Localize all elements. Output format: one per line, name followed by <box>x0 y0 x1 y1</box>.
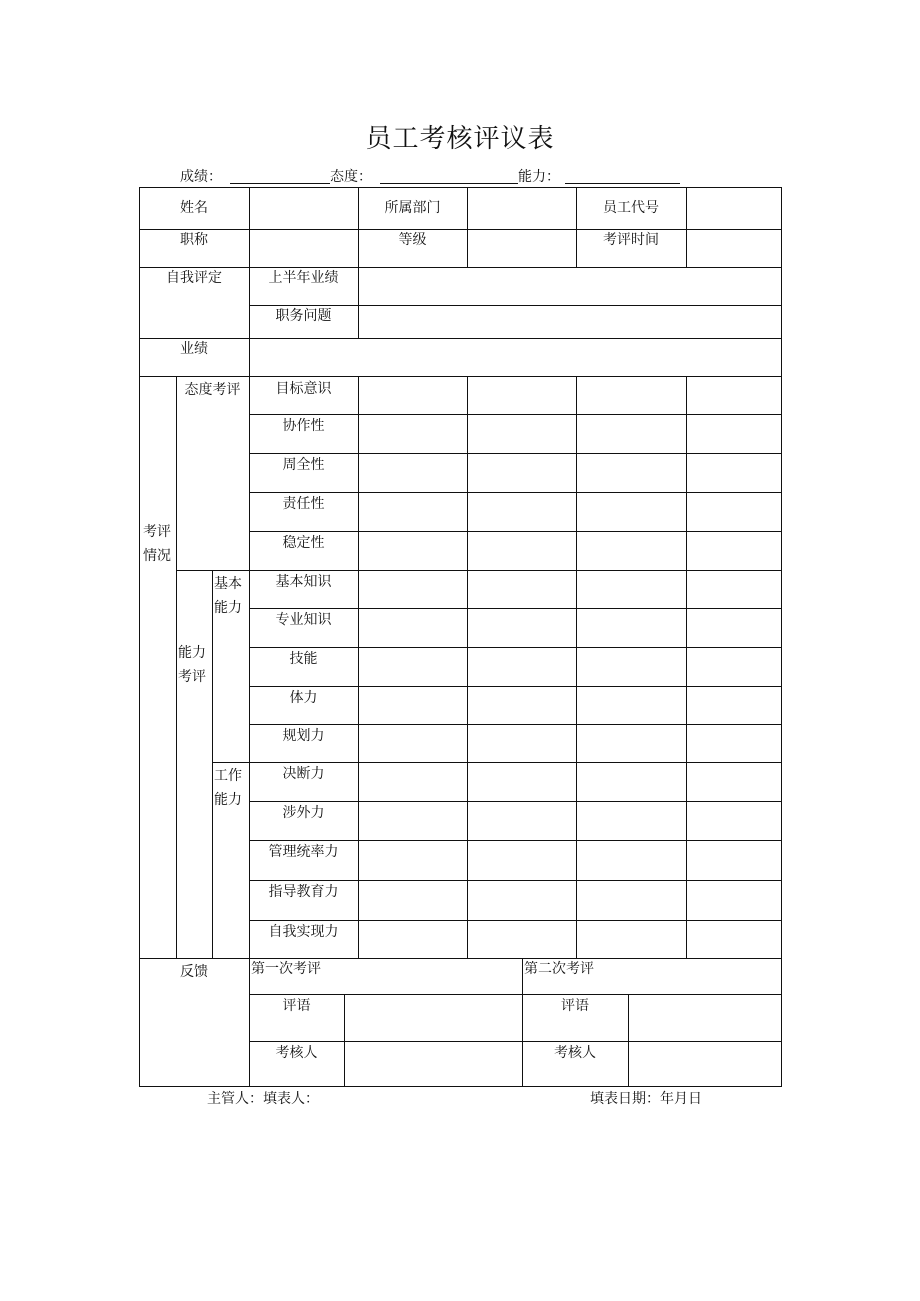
criterion-label: 技能 <box>289 651 318 667</box>
performance-label: 业绩 <box>180 341 208 357</box>
name-label: 姓名 <box>180 200 208 216</box>
grid-line <box>139 1086 782 1087</box>
grid-line <box>249 647 782 648</box>
grid-line <box>249 453 782 454</box>
criterion-label: 专业知识 <box>275 612 332 628</box>
grid-line <box>139 338 782 339</box>
grid-line <box>249 414 782 415</box>
grid-line <box>249 920 782 921</box>
grid-line <box>522 958 523 1087</box>
first-comment-label: 评语 <box>282 998 311 1014</box>
grid-line <box>212 762 250 763</box>
grid-line <box>249 376 250 959</box>
review-situation-label: 考评 情况 <box>143 524 171 564</box>
first-reviewer-label: 考核人 <box>275 1045 318 1061</box>
ability-review-label: 能力 考评 <box>178 645 206 685</box>
criterion-label: 自我实现力 <box>268 924 339 940</box>
grid-line <box>686 376 687 959</box>
self-eval-label: 自我评定 <box>166 270 222 286</box>
grid-line <box>249 994 782 995</box>
second-comment-label: 评语 <box>561 998 589 1014</box>
duty-issue-label: 职务问题 <box>275 308 332 324</box>
title-rank-label: 职称 <box>180 232 208 248</box>
grid-line <box>249 1041 782 1042</box>
grid-line <box>249 492 782 493</box>
grid-line <box>249 338 250 377</box>
grid-line <box>249 305 782 306</box>
criterion-label: 目标意识 <box>275 381 332 397</box>
grid-line <box>249 801 782 802</box>
grid-line <box>781 187 782 1087</box>
criterion-label: 责任性 <box>282 496 325 512</box>
grid-line <box>249 267 250 339</box>
grid-line <box>358 376 359 959</box>
first-review-label: 第一次考评 <box>251 961 321 977</box>
attitude-review-label: 态度考评 <box>184 382 241 398</box>
attitude-label: 态度： <box>330 169 372 185</box>
second-review-label: 第二次考评 <box>524 961 594 977</box>
grid-line <box>576 376 577 959</box>
grid-line <box>344 994 345 1087</box>
grid-line <box>139 187 140 1087</box>
criterion-label: 决断力 <box>282 766 325 782</box>
first-half-label: 上半年业绩 <box>268 270 339 286</box>
grid-line <box>358 267 359 339</box>
grid-line <box>686 187 687 268</box>
grid-line <box>249 531 782 532</box>
grid-line <box>467 187 468 268</box>
criterion-label: 指导教育力 <box>268 884 339 900</box>
grid-line <box>467 376 468 959</box>
department-label: 所属部门 <box>384 200 441 216</box>
criterion-label: 稳定性 <box>282 535 325 551</box>
grid-line <box>576 187 577 268</box>
ability-label: 能力： <box>518 169 560 185</box>
criterion-label: 涉外力 <box>282 805 325 821</box>
criterion-label: 体力 <box>289 690 318 706</box>
footer-supervisor: 主管人：填表人： <box>207 1091 319 1107</box>
criterion-label: 周全性 <box>282 457 325 473</box>
grid-line <box>176 570 250 571</box>
level-label: 等级 <box>398 232 427 248</box>
grid-line <box>249 608 782 609</box>
grid-line <box>249 762 782 763</box>
grid-line <box>249 880 782 881</box>
grid-line <box>176 376 177 959</box>
grade-label: 成绩： <box>180 169 222 185</box>
grid-line <box>249 724 782 725</box>
employee-id-label: 员工代号 <box>603 200 659 216</box>
criterion-label: 协作性 <box>282 418 325 434</box>
feedback-label: 反馈 <box>180 964 208 980</box>
grid-line <box>249 686 782 687</box>
criterion-label: 基本知识 <box>275 574 332 590</box>
criterion-label: 管理统率力 <box>268 844 339 860</box>
second-reviewer-label: 考核人 <box>554 1045 596 1061</box>
grid-line <box>358 187 359 268</box>
grid-line <box>628 994 629 1087</box>
grid-line <box>249 958 250 1087</box>
grid-line <box>249 840 782 841</box>
form-title: 员工考核评议表 <box>365 124 555 154</box>
grid-line <box>249 570 782 571</box>
footer-date: 填表日期：年月日 <box>590 1091 702 1107</box>
work-ability-label: 工作 能力 <box>214 768 242 808</box>
grid-line <box>212 570 213 959</box>
grid-line <box>249 187 250 268</box>
review-time-label: 考评时间 <box>603 232 659 248</box>
criterion-label: 规划力 <box>282 728 325 744</box>
basic-ability-label: 基本 能力 <box>214 576 242 616</box>
